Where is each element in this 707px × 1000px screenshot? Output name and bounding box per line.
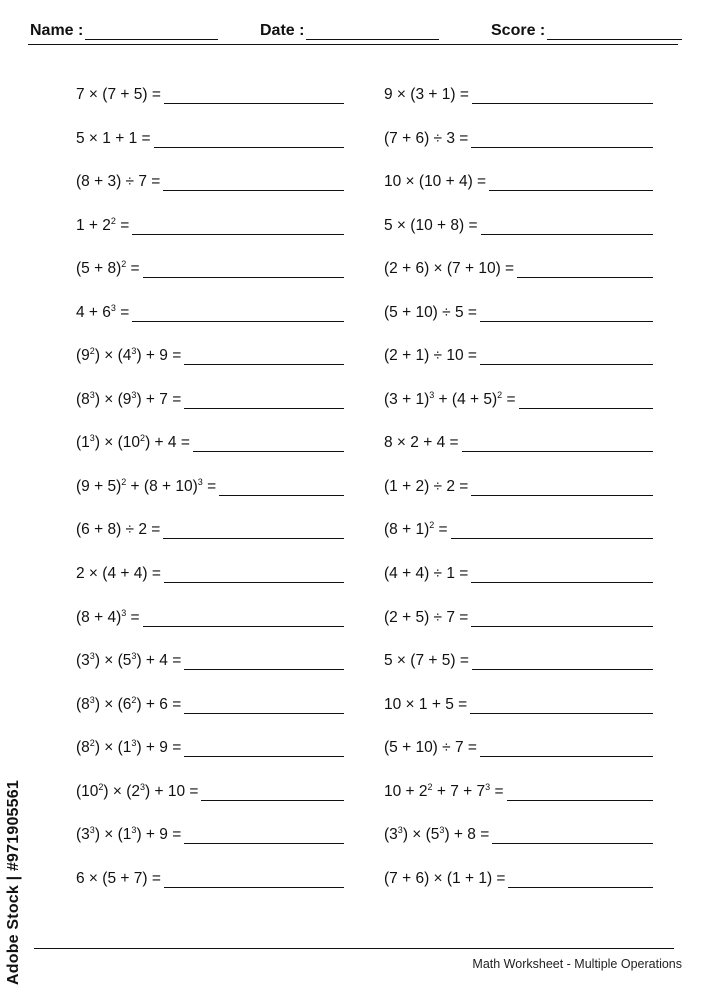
expression-text: ) × (9 <box>94 390 132 408</box>
problems-column-left <box>76 76 344 903</box>
name-label: Name : <box>30 22 84 39</box>
score-label: Score : <box>491 22 546 39</box>
exponent: 3 <box>89 433 95 444</box>
expression-text: 5 × 1 + 1 = <box>76 129 151 147</box>
date-blank[interactable] <box>306 24 439 40</box>
exponent: 2 <box>140 433 146 444</box>
expression-text: = <box>115 216 130 234</box>
footer-title: Math Worksheet - Multiple Operations <box>472 957 682 971</box>
problem-expression <box>76 599 140 627</box>
exponent: 3 <box>131 825 137 836</box>
expression-text: 7 × (7 + 5) = <box>76 86 161 103</box>
problem-row <box>76 599 344 643</box>
answer-blank[interactable] <box>184 381 344 409</box>
problem-row <box>384 424 653 468</box>
problem-row <box>384 294 653 338</box>
expression-text: ) × (2 <box>103 782 141 800</box>
answer-blank[interactable] <box>143 599 344 627</box>
problem-expression <box>76 163 160 191</box>
exponent: 3 <box>131 346 137 357</box>
expression-text: (8 <box>76 390 90 408</box>
exponent: 3 <box>131 389 137 400</box>
date-field <box>260 22 439 40</box>
problem-expression <box>384 337 477 365</box>
expression-text: (7 + 6) ÷ 3 = <box>384 129 469 147</box>
exponent: 3 <box>429 389 435 400</box>
expression-text: + (4 + 5) <box>434 390 498 408</box>
answer-blank[interactable] <box>184 816 344 844</box>
problem-row <box>76 163 344 207</box>
expression-text: (2 + 1) ÷ 10 = <box>384 347 477 365</box>
answer-blank[interactable] <box>451 511 653 539</box>
problem-expression <box>76 294 129 322</box>
problems-column-right <box>384 76 653 903</box>
score-field <box>491 22 682 40</box>
expression-text: 1 + 2 <box>76 216 111 234</box>
score-blank[interactable] <box>547 24 682 40</box>
exponent: 2 <box>121 259 127 270</box>
expression-text: = <box>126 608 140 626</box>
expression-text: 5 × (10 + 8) = <box>384 216 478 234</box>
exponent: 2 <box>497 389 503 400</box>
expression-text: (7 + 6) × (1 + 1) = <box>384 869 506 887</box>
problem-row <box>76 511 344 555</box>
problem-row <box>384 773 653 817</box>
expression-text: (3 + 1) <box>384 390 430 408</box>
answer-blank[interactable] <box>480 294 653 322</box>
problem-row <box>76 642 344 686</box>
exponent: 2 <box>121 476 127 487</box>
expression-text: ) × (1 <box>94 826 132 844</box>
problem-expression <box>76 76 161 104</box>
problem-expression <box>384 424 459 452</box>
problem-expression <box>384 468 468 496</box>
answer-blank[interactable] <box>193 424 344 452</box>
expression-text: (3 <box>384 826 398 844</box>
exponent: 2 <box>131 694 137 705</box>
answer-blank[interactable] <box>184 337 344 365</box>
exponent: 3 <box>485 781 491 792</box>
problem-row <box>384 599 653 643</box>
expression-text: 10 × 1 + 5 = <box>384 695 468 713</box>
expression-text: ) × (5 <box>94 652 132 670</box>
expression-text: = <box>115 303 130 321</box>
expression-text: (2 + 6) × (7 + 10) = <box>384 260 515 278</box>
answer-blank[interactable] <box>164 860 344 888</box>
problem-expression <box>384 599 468 627</box>
expression-text: ) + 8 = <box>444 826 490 844</box>
expression-text: (8 <box>76 739 90 757</box>
problem-expression <box>384 642 469 670</box>
problem-expression <box>384 686 467 714</box>
problem-row <box>76 816 344 860</box>
expression-text: ) × (5 <box>402 826 440 844</box>
problem-row <box>384 337 653 381</box>
problem-row <box>384 120 653 164</box>
expression-text: = <box>502 390 516 408</box>
answer-blank[interactable] <box>471 599 653 627</box>
exponent: 3 <box>89 389 95 400</box>
problem-row <box>384 250 653 294</box>
expression-text: = <box>202 477 217 495</box>
expression-text: 6 × (5 + 7) = <box>76 869 161 887</box>
expression-text: (5 + 10) ÷ 7 = <box>384 739 477 757</box>
problem-row <box>384 468 653 512</box>
answer-blank[interactable] <box>164 555 344 583</box>
problem-row <box>76 381 344 425</box>
expression-text: (2 + 5) ÷ 7 = <box>384 608 469 626</box>
problem-row <box>384 381 653 425</box>
problem-expression <box>384 163 486 191</box>
expression-text: (6 + 8) ÷ 2 = <box>76 521 161 539</box>
problem-expression <box>384 555 468 583</box>
expression-text: ) + 10 = <box>145 782 199 800</box>
problem-row <box>384 860 653 904</box>
problem-expression <box>76 468 216 496</box>
expression-text: ) + 7 = <box>136 390 182 408</box>
expression-text: (9 <box>76 347 90 365</box>
problem-expression <box>76 729 181 757</box>
problem-row <box>384 642 653 686</box>
expression-text: (5 + 10) ÷ 5 = <box>384 303 477 321</box>
answer-blank[interactable] <box>519 381 653 409</box>
problem-expression <box>76 207 129 235</box>
problem-expression <box>76 120 151 148</box>
answer-blank[interactable] <box>517 250 653 278</box>
exponent: 3 <box>439 825 445 836</box>
problem-expression <box>76 424 190 452</box>
expression-text: (8 + 4) <box>76 608 122 626</box>
expression-text: ) + 4 = <box>136 652 182 670</box>
exponent: 3 <box>89 825 95 836</box>
problem-expression <box>384 294 477 322</box>
expression-text: 2 × (4 + 4) = <box>76 565 161 583</box>
answer-blank[interactable] <box>472 642 653 670</box>
exponent: 2 <box>89 738 95 749</box>
problem-expression <box>384 381 516 409</box>
problem-expression <box>384 511 448 539</box>
answer-blank[interactable] <box>163 511 344 539</box>
answer-blank[interactable] <box>184 642 344 670</box>
exponent: 3 <box>110 302 116 313</box>
expression-text: 10 × (10 + 4) = <box>384 173 487 191</box>
expression-text: (8 <box>76 695 90 713</box>
worksheet-header <box>28 20 678 45</box>
answer-blank[interactable] <box>480 729 653 757</box>
exponent: 2 <box>98 781 104 792</box>
stock-id-watermark: Adobe Stock | #971905561 <box>5 780 22 985</box>
problem-row <box>76 76 344 120</box>
problem-expression <box>76 642 181 670</box>
exponent: 2 <box>89 346 95 357</box>
expression-text: + 7 + 7 <box>432 782 486 800</box>
problem-expression <box>384 729 477 757</box>
expression-text: ) + 9 = <box>136 347 182 365</box>
answer-blank[interactable] <box>143 250 344 278</box>
problem-row <box>76 294 344 338</box>
expression-text: (4 + 4) ÷ 1 = <box>384 565 469 583</box>
exponent: 2 <box>427 781 433 792</box>
answer-blank[interactable] <box>489 163 653 191</box>
name-blank[interactable] <box>85 24 218 40</box>
exponent: 3 <box>131 651 137 662</box>
problem-row <box>384 76 653 120</box>
expression-text: (5 + 8) <box>76 260 122 278</box>
answer-blank[interactable] <box>508 860 653 888</box>
expression-text: 4 + 6 <box>76 303 111 321</box>
problem-expression <box>76 555 161 583</box>
expression-text: ) × (1 <box>94 739 132 757</box>
expression-text: (8 + 3) ÷ 7 = <box>76 173 161 191</box>
answer-blank[interactable] <box>492 816 653 844</box>
answer-blank[interactable] <box>184 729 344 757</box>
answer-blank[interactable] <box>154 120 344 148</box>
exponent: 2 <box>429 520 435 531</box>
problem-expression <box>76 773 198 801</box>
expression-text: ) + 4 = <box>145 434 190 452</box>
answer-blank[interactable] <box>472 76 653 104</box>
expression-text: (1 <box>76 434 90 452</box>
answer-blank[interactable] <box>164 76 344 104</box>
problem-row <box>76 424 344 468</box>
expression-text: 9 × (3 + 1) = <box>384 86 469 103</box>
problem-expression <box>76 860 161 888</box>
expression-text: = <box>434 521 448 539</box>
problem-expression <box>384 816 489 844</box>
problem-row <box>76 729 344 773</box>
problem-expression <box>76 381 181 409</box>
problem-row <box>76 468 344 512</box>
exponent: 3 <box>89 694 95 705</box>
exponent: 3 <box>89 651 95 662</box>
problem-expression <box>384 207 478 235</box>
exponent: 3 <box>197 476 203 487</box>
expression-text: = <box>126 260 140 278</box>
expression-text: ) × (4 <box>94 347 132 365</box>
exponent: 2 <box>110 215 116 226</box>
problem-row <box>76 686 344 730</box>
problem-row <box>384 555 653 599</box>
problem-expression <box>76 686 181 714</box>
problem-expression <box>76 816 181 844</box>
expression-text: ) + 9 = <box>136 826 182 844</box>
problem-row <box>384 729 653 773</box>
answer-blank[interactable] <box>163 163 344 191</box>
answer-blank[interactable] <box>219 468 344 496</box>
expression-text: = <box>490 782 504 800</box>
problem-expression <box>384 773 504 801</box>
answer-blank[interactable] <box>132 207 344 235</box>
answer-blank[interactable] <box>462 424 653 452</box>
problem-row <box>384 511 653 555</box>
expression-text: 8 × 2 + 4 = <box>384 434 459 452</box>
expression-text: (1 + 2) ÷ 2 = <box>384 477 469 495</box>
problem-row <box>76 120 344 164</box>
answer-blank[interactable] <box>471 468 653 496</box>
expression-text: ) + 6 = <box>136 695 182 713</box>
expression-text: (3 <box>76 652 90 670</box>
answer-blank[interactable] <box>480 337 653 365</box>
expression-text: 5 × (7 + 5) = <box>384 652 469 670</box>
problem-row <box>384 163 653 207</box>
answer-blank[interactable] <box>132 294 344 322</box>
exponent: 3 <box>140 781 146 792</box>
expression-text: 10 + 2 <box>384 782 428 800</box>
answer-blank[interactable] <box>201 773 344 801</box>
expression-text: ) + 9 = <box>136 739 182 757</box>
expression-text: (3 <box>76 826 90 844</box>
answer-blank[interactable] <box>471 555 653 583</box>
problem-row <box>384 686 653 730</box>
expression-text: (8 + 1) <box>384 521 430 539</box>
problem-expression <box>76 511 160 539</box>
problem-expression <box>76 250 140 278</box>
expression-text: (10 <box>76 782 99 800</box>
expression-text: (9 + 5) <box>76 477 122 495</box>
problem-row <box>76 250 344 294</box>
problem-row <box>76 555 344 599</box>
name-field <box>30 22 218 40</box>
problem-row <box>384 207 653 251</box>
problem-expression <box>384 120 468 148</box>
problem-row <box>384 816 653 860</box>
problem-expression <box>76 337 181 365</box>
problem-row <box>76 860 344 904</box>
exponent: 3 <box>131 738 137 749</box>
date-label: Date : <box>260 22 305 39</box>
answer-blank[interactable] <box>471 120 653 148</box>
problem-expression <box>384 860 505 888</box>
answer-blank[interactable] <box>481 207 654 235</box>
footer-divider <box>34 948 674 949</box>
problem-expression <box>384 76 469 104</box>
problem-row <box>76 773 344 817</box>
problem-expression <box>384 250 514 278</box>
answer-blank[interactable] <box>184 686 344 714</box>
answer-blank[interactable] <box>470 686 653 714</box>
expression-text: ) × (6 <box>94 695 132 713</box>
problem-row <box>76 337 344 381</box>
answer-blank[interactable] <box>507 773 654 801</box>
problem-row <box>76 207 344 251</box>
expression-text: ) × (10 <box>94 434 141 452</box>
exponent: 3 <box>121 607 127 618</box>
expression-text: + (8 + 10) <box>126 477 198 495</box>
exponent: 3 <box>397 825 403 836</box>
